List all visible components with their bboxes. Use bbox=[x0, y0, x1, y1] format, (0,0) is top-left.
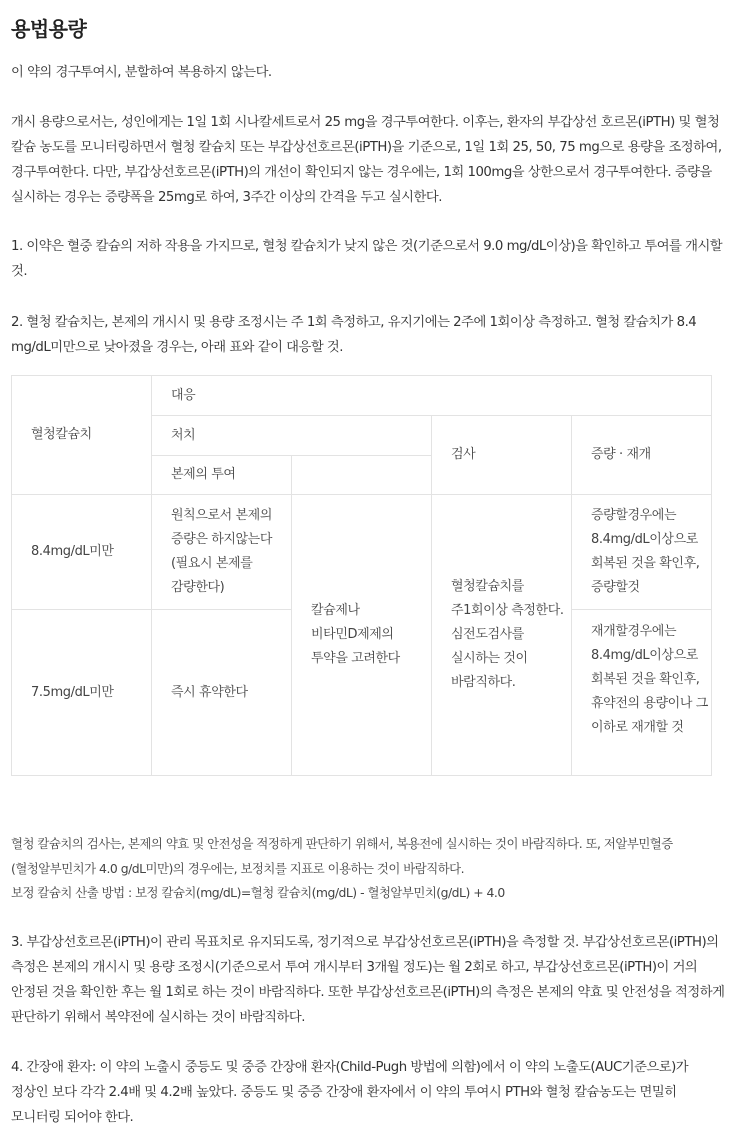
shared-test-cell: 혈청칼슘치를 주1회이상 측정한다. 심전도검사를 실시하는 것이 바람직하다. bbox=[432, 495, 572, 776]
shared-treatment-cell: 칼슘제나 비타민D제제의 투약을 고려한다 bbox=[292, 495, 432, 776]
calcium-test-note: 혈청 칼슘치의 검사는, 본제의 약효 및 안전성을 적정하게 판단하기 위해서, 복용전에 실시하는 것이 바람직하다. 또, 저알부민혈증(혈청알부민치가 4.0 g/dL미만)의 경우에는, 보정치를 지표로 이용하는 것이 바람직하다. bbox=[11, 836, 673, 876]
item-3-paragraph: 3. 부갑상선호르몬(iPTH)이 관리 목표치로 유지되도록, 정기적으로 부갑상선호르몬(iPTH)을 측정할 것. 부갑상선호르몬(iPTH)의 측정은 본제의 개시시 및 용량 조정시(기준으로서 투여 개시부터 3개월 정도)는 월 2회로 하고, 부갑상선호르몬(iPTH)이 거의 안정된 것을 확인한 후는 월 1회로 하는 것이 바람직하다. 또한 부갑상선호르몬(iPTH)의 측정은 본제의 약효 및 안전성을 적정하게 판단하기 위해서 복약전에 실시하는 것이 바람직하다. bbox=[11, 935, 725, 1025]
row2-restart: 재개할경우에는 8.4mg/dL이상으로 회복된 것을 확인후, 휴약전의 용량이나 그 이하로 재개할 것 bbox=[572, 610, 712, 776]
row2-serum-level: 7.5mg/dL미만 bbox=[12, 610, 152, 776]
header-response: 대응 bbox=[152, 376, 712, 416]
row1-dose-increase: 증량할경우에는 8.4mg/dL이상으로 회복된 것을 확인후, 증량할것 bbox=[572, 495, 712, 610]
table-header-row bbox=[12, 376, 712, 416]
item-1-paragraph: 1. 이약은 혈중 칼슘의 저하 작용을 가지므로, 혈청 칼슘치가 낮지 않은 것(기준으로서 9.0 mg/dL이상)을 확인하고 투여를 개시할 것. bbox=[11, 239, 723, 279]
section-title: 용법용량 bbox=[11, 17, 87, 41]
table-row bbox=[12, 495, 712, 610]
header-treatment: 처치 bbox=[152, 416, 432, 456]
header-drug-administration: 본제의 투여 bbox=[152, 456, 292, 495]
row1-serum-level: 8.4mg/dL미만 bbox=[12, 495, 152, 610]
item-4-paragraph: 4. 간장애 환자: 이 약의 노출시 중등도 및 중증 간장애 환자(Child-Pugh 방법에 의함)에서 이 약의 노출도(AUC기준으로)가 정상인 보다 각각 2.4배 및 4.2배 높았다. 중등도 및 중증 간장애 환자에서 이 약의 투여시 PTH와 혈청 칼슘농도는 면밀히 모니터링 되어야 한다. bbox=[11, 1060, 689, 1125]
row2-drug-administration: 즉시 휴약한다 bbox=[152, 610, 292, 776]
header-test: 검사 bbox=[432, 416, 572, 495]
header-dose-restart: 증량 · 재개 bbox=[572, 416, 712, 495]
dose-adjustment-table bbox=[11, 375, 712, 776]
item-2-paragraph: 2. 혈청 칼슘치는, 본제의 개시시 및 용량 조정시는 주 1회 측정하고, 유지기에는 2주에 1회이상 측정하고. 혈청 칼슘치가 8.4 mg/dL미만으로 낮아졌을 경우는, 아래 표와 같이 대응할 것. bbox=[11, 315, 697, 355]
corrected-calcium-formula: 보정 칼슘치 산출 방법 : 보정 칼슘치(mg/dL)=혈청 칼슘치(mg/dL) - 혈청알부민치(g/dL) + 4.0 bbox=[11, 885, 505, 900]
dosage-paragraph: 개시 용량으로서는, 성인에게는 1일 1회 시나칼세트로서 25 mg을 경구투여한다. 이후는, 환자의 부갑상선 호르몬(iPTH) 및 혈청 칼슘 농도를 모니터링하면서 혈청 칼슘치 또는 부갑상선호르몬(iPTH)을 기준으로, 1일 1회 25, 50, 75 mg으로 용량을 조정하여, 경구투여한다. 다만, 부갑상선호르몬(iPTH)의 개선이 확인되지 않는 경우에는, 1회 100mg을 상한으로서 경구투여한다. 증량을 실시하는 경우는 증량폭을 25mg로 하여, 3주간 이상의 간격을 두고 실시한다. bbox=[11, 115, 722, 205]
row1-drug-administration: 원칙으로서 본제의 증량은 하지않는다(필요시 본제를 감량한다) bbox=[152, 495, 292, 610]
intro-paragraph: 이 약의 경구투여시, 분할하여 복용하지 않는다. bbox=[11, 65, 272, 80]
header-serum-calcium: 혈청칼슘치 bbox=[12, 376, 152, 495]
